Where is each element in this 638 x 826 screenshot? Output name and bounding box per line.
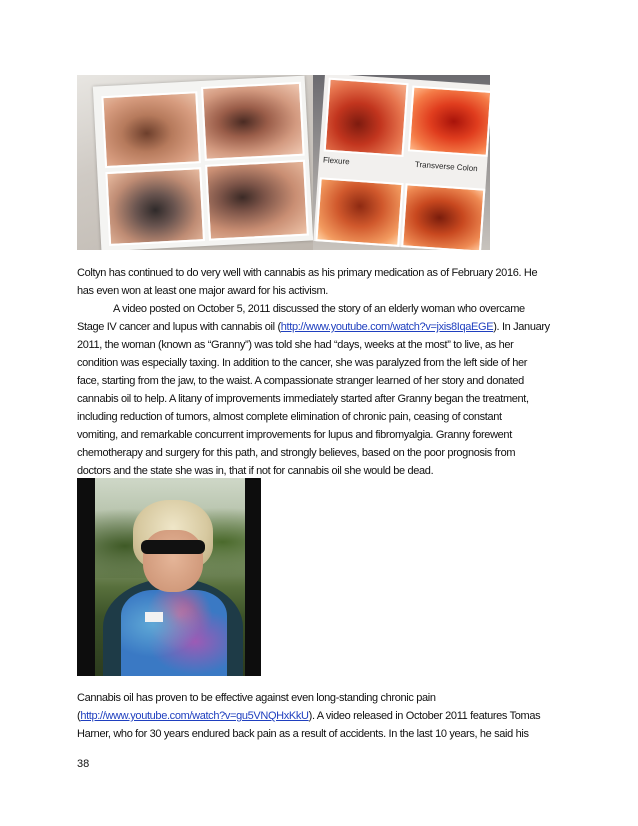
- text-line: vomiting, and remarkable concurrent improvements for lupus and fibromyalgia. Granny forewent: [77, 429, 512, 441]
- text-line: condition was especially taxing. In addition to the cancer, she was paralyzed from the left side of her: [77, 357, 528, 369]
- text-span: (: [77, 710, 81, 722]
- video-still-photo: [77, 478, 261, 676]
- text-line: [77, 318, 550, 336]
- photo-sheet: [93, 76, 313, 250]
- paragraph: [77, 689, 540, 743]
- colon-image: [315, 177, 403, 247]
- colon-image: [408, 85, 490, 156]
- paragraph: [77, 264, 537, 300]
- text-span: ). In January: [493, 321, 550, 333]
- colon-image: [205, 160, 309, 241]
- colon-image: [101, 91, 201, 168]
- sunglasses: [141, 540, 205, 554]
- text-span: ). A video released in October 2011 features Tomas: [308, 710, 541, 722]
- text-line: has even won at least one major award for his activism.: [77, 285, 328, 297]
- colon-image: [324, 78, 409, 157]
- colon-image: [201, 82, 305, 161]
- text-span: Stage IV cancer and lupus with cannabis oil (: [77, 321, 281, 333]
- colon-image: [401, 183, 485, 250]
- youtube-link[interactable]: http://www.youtube.com/watch?v=jxis8IqaEGE: [280, 321, 494, 333]
- colon-image: [105, 167, 205, 246]
- tie-dye-shirt: [121, 590, 227, 676]
- youtube-link[interactable]: http://www.youtube.com/watch?v=gu5VNQHxKkU: [80, 710, 309, 722]
- text-line: 2011, the woman (known as “Granny”) was told she had “days, weeks at the most” to live, as her: [77, 339, 514, 351]
- text-line: Harner, who for 30 years endured back pain as a result of accidents. In the last 10 years, he said his: [77, 728, 529, 740]
- text-line: A video posted on October 5, 2011 discussed the story of an elderly woman who overcame: [113, 303, 525, 315]
- page-number: 38: [77, 758, 90, 770]
- text-line: cannabis oil to help. A litany of improvements immediately started after Granny began the treatment,: [77, 393, 529, 405]
- endoscopy-photo: [77, 75, 490, 250]
- video-frame: [95, 478, 245, 676]
- paragraph: [77, 300, 550, 480]
- image-caption: Transverse Colon: [414, 159, 478, 174]
- name-badge: [145, 612, 163, 622]
- text-line: chemotherapy and surgery for this path, and strongly believes, based on the poor prognosis from: [77, 447, 516, 459]
- endoscopy-photo-left: [77, 75, 313, 250]
- text-line: face, starting from the jaw, to the waist. A compassionate stranger learned of her story and donated: [77, 375, 524, 387]
- endoscopy-photo-right: [313, 75, 490, 250]
- text-line: [77, 707, 540, 725]
- photo-sheet: [313, 75, 490, 250]
- text-line: Coltyn has continued to do very well with cannabis as his primary medication as of February 2016. He: [77, 267, 538, 279]
- text-line: Cannabis oil has proven to be effective against even long-standing chronic pain: [77, 692, 436, 704]
- text-line: including reduction of tumors, almost complete elimination of chronic pain, ceasing of constant: [77, 411, 502, 423]
- text-line: doctors and the state she was in, that if not for cannabis oil she would be dead.: [77, 465, 434, 477]
- image-caption: Flexure: [322, 155, 350, 167]
